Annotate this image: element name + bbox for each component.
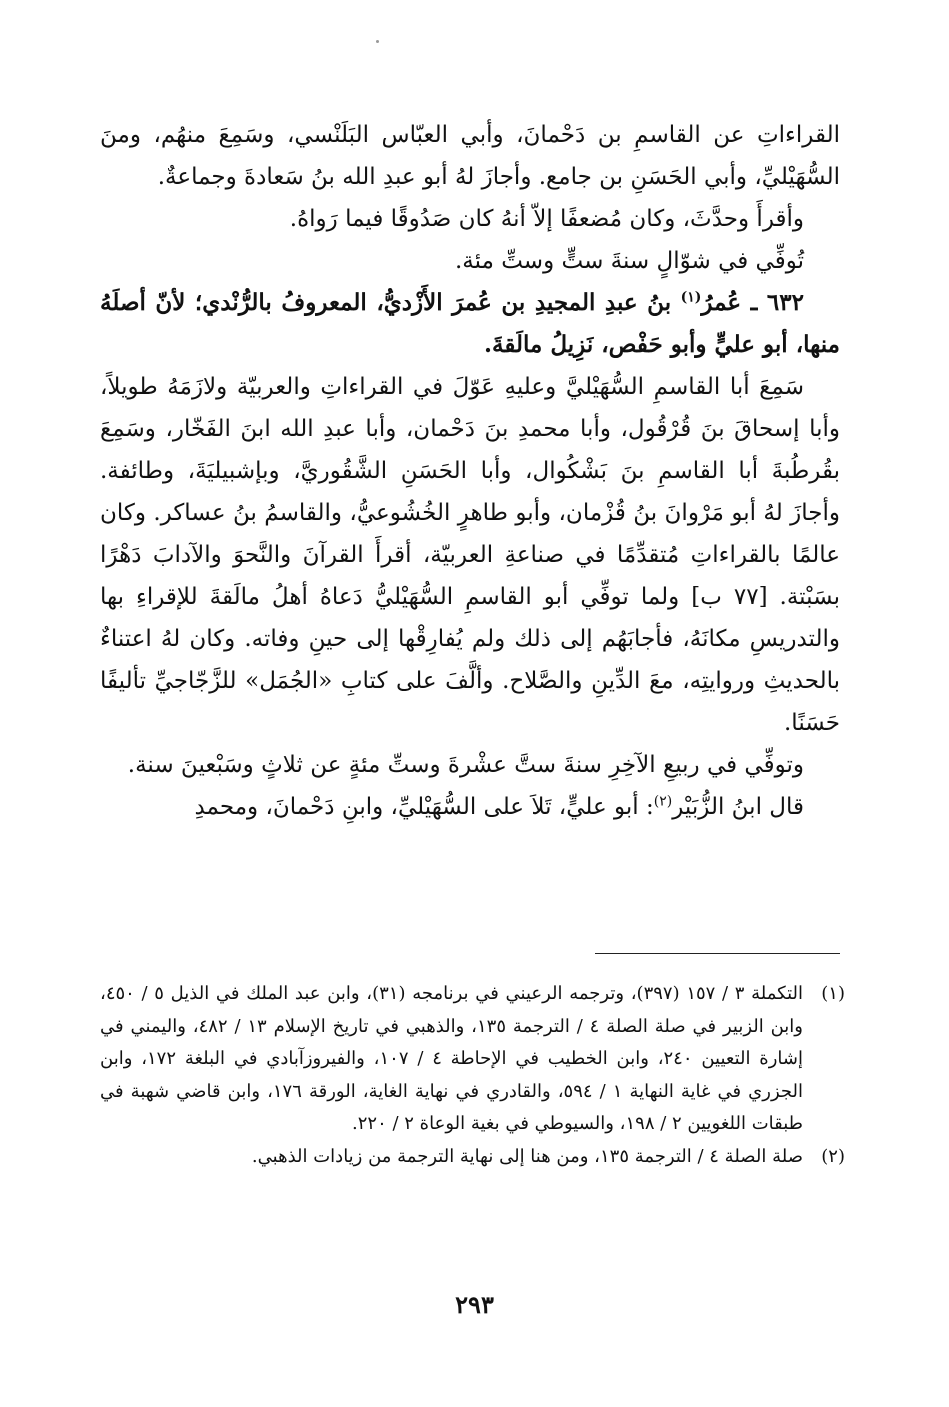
paragraph-teaching: وأقرأَ وحدَّثَ، وكان مُضعفًا إلاّ أنهُ كان صَدُوقًا فيما رَواهُ. bbox=[289, 206, 804, 232]
biography-heading bbox=[100, 282, 840, 366]
footnote-text: صلة الصلة ٤ / الترجمة ١٣٥، ومن هنا إلى نهاية الترجمة من زيادات الذهبي. bbox=[251, 1145, 803, 1167]
quote-intro: قال ابنُ الزُّبَيْر bbox=[672, 794, 804, 820]
footnote-ref-2: (٢) bbox=[653, 793, 673, 810]
biography-lineage: بنُ عبدِ المجيدِ بن عُمرَ الأَزْديُّ، المعروفُ بالرُّنْدي؛ لأنّ أصلَهُ منها، أبو عليٍّ وأبو حَفْص، نَزِيلُ مالَقةَ. bbox=[100, 289, 840, 358]
paragraph-death-date: تُوفِّي في شوّالٍ سنةَ ستٍّ وستِّ مئة. bbox=[455, 248, 804, 274]
footnote-number: (٢) bbox=[821, 1145, 845, 1167]
biography-number-name: ٦٣٢ ـ عُمرُ bbox=[701, 289, 804, 316]
footnote-number: (١) bbox=[821, 983, 845, 1004]
paragraph-ibn-zubayr bbox=[100, 786, 840, 828]
quote-text: : أبو عليٍّ، تَلاَ على السُّهَيْليِّ، وابنِ دَحْمانَ، ومحمدِ bbox=[194, 794, 654, 820]
footnote-text: التكملة ٣ / ١٥٧ (٣٩٧)، وترجمه الرعيني في برنامجه (٣١)، وابن عبد الملك في الذيل ٥ / ٤٥٠، وابن الزبير في صلة الصلة ٤ / الترجمة ١٣٥، والذهبي في تاريخ الإسلام ١٣ / ٤٨٢، واليمني في إشارة التعيين ٢٤٠، وابن الخطيب في الإحاطة ٤ / ١٠٧، والفيروزآبادي في البلغة ١٧٢، وابن الجزري في غاية النهاية ١ / ٥٩٤، والقادري في نهاية الغاية، الورقة ١٧٦، وابن قاضي شهبة في طبقات اللغويين ٢ / ١٩٨، والسيوطي في بغية الوعاة ٢ / ٢٢٠. bbox=[100, 983, 804, 1134]
paragraph-death: وتوفِّي في ربيعِ الآخِرِ سنةَ ستَّ عشْرةَ وستِّ مئةٍ عن ثلاثٍ وسَبْعينَ سنة. bbox=[127, 752, 804, 778]
footnote-ref-1: (١) bbox=[680, 289, 702, 306]
footnotes bbox=[100, 978, 845, 1173]
paragraph-teachers: سَمِعَ أبا القاسمِ السُّهَيْليَّ وعليهِ عَوّلَ في القراءاتِ والعربيّة ولازَمَهُ طويلاً، وأبا إسحاقَ بنَ قُرْقُول، وأبا محمدِ بنَ دَحْمان، وأبا عبدِ الله ابنَ الفَخّار، وسَمِعَ بقُرطُبةَ أبا القاسمِ بنَ بَشْكُوال، وأبا الحَسَنِ الشَّقُوريَّ، وبإشبيليَةَ، وطائفة. وأجازَ لهُ أبو مَرْوانَ بنُ قُزْمان، وأبو طاهرٍ الخُشُوعيُّ، والقاسمُ بنُ عساكر. وكان عالمًا بالقراءاتِ مُتقدِّمًا في صناعةِ العربيّة، أقرأَ القرآنَ والنَّحوَ والآدابَ دَهْرًا بسَبْتة. [٧٧ ب] ولما توفِّي أبو القاسمِ السُّهَيْليُّ دَعاهُ أهلُ مالَقةَ للإقراءِ بها والتدريسِ مكانَهُ، فأجابَهُم إلى ذلك ولم يُفارِقْها إلى حينِ وفاته. وكان لهُ اعتناءٌ بالحديثِ وروايتِه، معَ الدِّينِ والصَّلاح. وألَّفَ على كتابِ «الجُمَل» للزَّجّاجيِّ تأليفًا حَسَنًا. bbox=[100, 374, 840, 736]
footnote-2 bbox=[100, 1141, 845, 1174]
scan-speck bbox=[376, 40, 379, 43]
footnote-1 bbox=[100, 978, 845, 1141]
paragraph-continuation: القراءاتِ عن القاسمِ بن دَحْمانَ، وأبي العبّاس البَلَنْسي، وسَمِعَ منهُم، ومنَ السُّهَيْليِّ، وأبي الحَسَنِ بن جامع. وأجازَ لهُ أبو عبدِ الله بنُ سَعادةَ وجماعةٌ. bbox=[100, 122, 840, 190]
page-number: ٢٩٣ bbox=[455, 1290, 494, 1319]
main-text bbox=[100, 114, 840, 828]
footnote-divider bbox=[595, 953, 840, 954]
